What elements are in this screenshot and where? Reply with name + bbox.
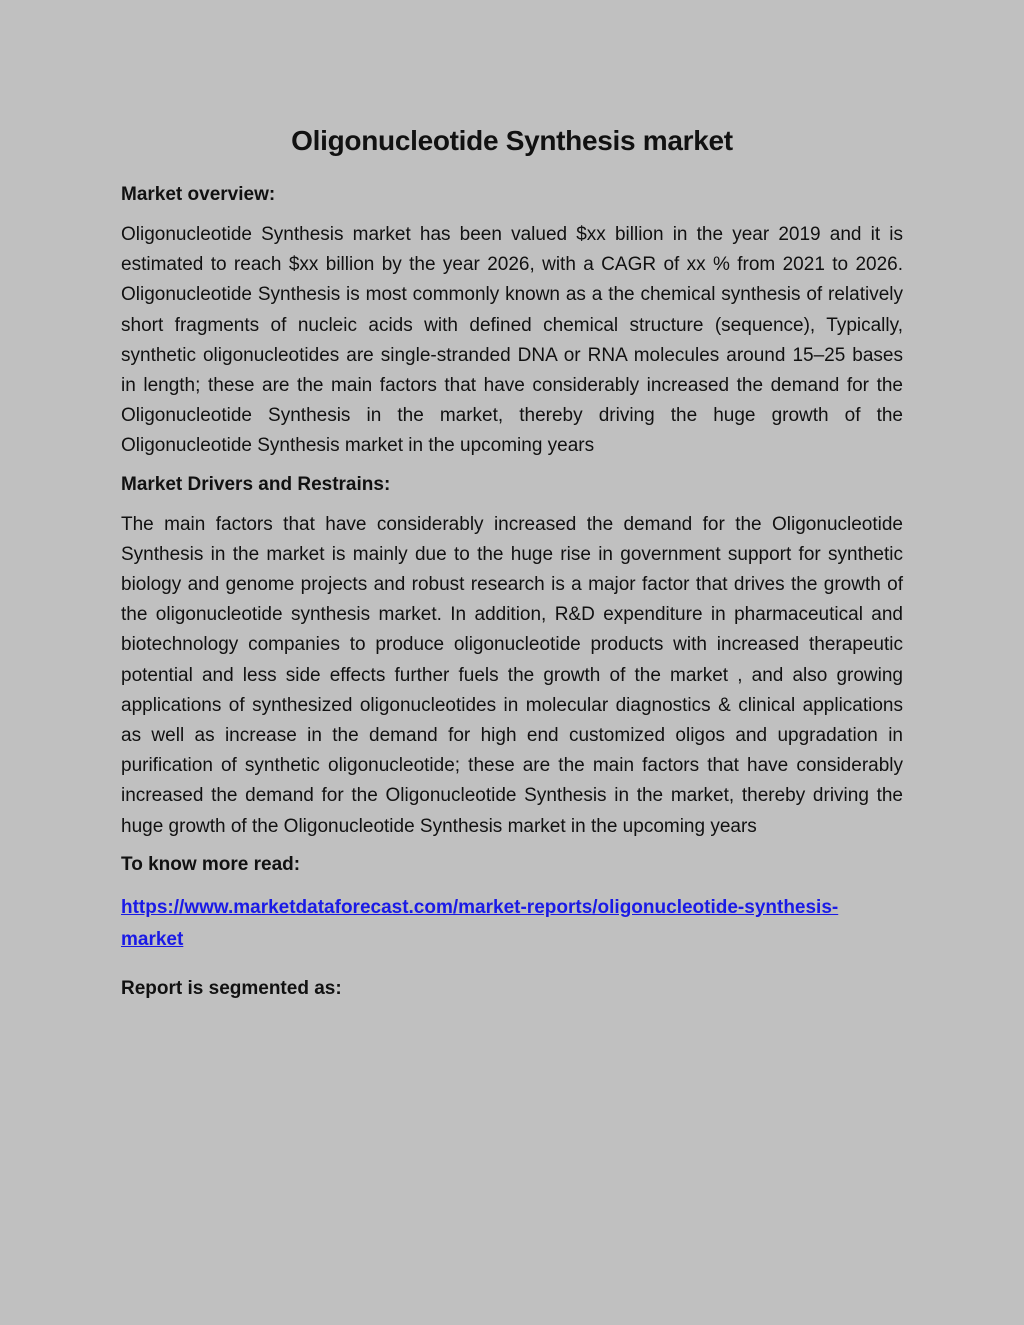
document-title: Oligonucleotide Synthesis market — [291, 125, 733, 156]
market-drivers-heading: Market Drivers and Restrains: — [121, 473, 391, 495]
market-overview-heading: Market overview: — [121, 184, 276, 205]
segmentation-heading: Report is segmented as: — [121, 977, 342, 999]
read-more-heading: To know more read: — [121, 853, 301, 875]
report-link[interactable]: https://www.marketdataforecast.com/market-reports/oligonucleotide-synthesis-market — [121, 896, 839, 950]
market-drivers-text: The main factors that have considerably increased the demand for the Oligonucleotide Synthesis in the market is mainly due to the huge rise in government support for synthetic biology and genome projects and robust research is a major factor that drives the growth of the oligonucleotide synthesis market. In addition, R&D expenditure in pharmaceutical and biotechnology companies to produce oligonucleotide products with increased therapeutic potential and less side effects further fuels the growth of the market , and also growing applications of synthesized oligonucleotides in molecular diagnostics & clinical applications as well as increase in the demand for high end customized oligos and upgradation in purification of synthetic oligonucleotide; these are the main factors that have considerably increased the demand for the Oligonucleotide Synthesis in the market, thereby driving the huge growth of the Oligonucleotide Synthesis market in the upcoming years — [121, 513, 903, 837]
document-content — [121, 120, 903, 1014]
market-overview-text: Oligonucleotide Synthesis market has been valued $xx billion in the year 2019 and it is estimated to reach $xx billion by the year 2026, with a CAGR of xx % from 2021 to 2026. Oligonucleotide Synthesis is most commonly known as a the chemical synthesis of relatively short fragments of nucleic acids with defined chemical structure (sequence), Typically, synthetic oligonucleotides are single-stranded DNA or RNA molecules around 15–25 bases in length; these are the main factors that have considerably increased the demand for the Oligonucleotide Synthesis in the market, thereby driving the huge growth of the Oligonucleotide Synthesis market in the upcoming years — [121, 224, 903, 457]
